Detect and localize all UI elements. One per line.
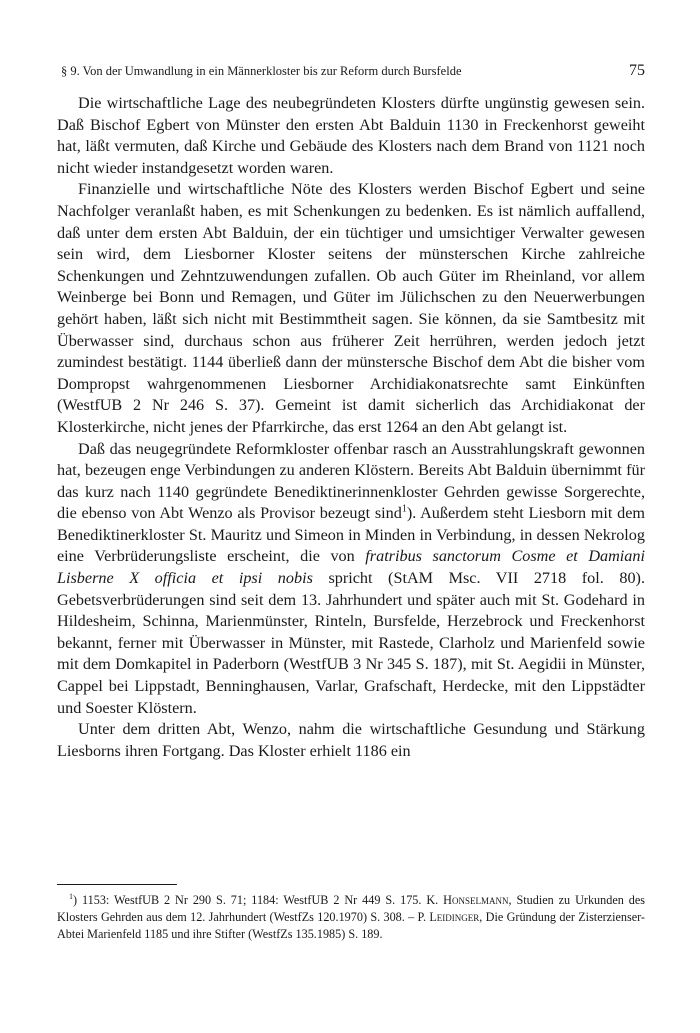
running-head-title: § 9. Von der Umwandlung in ein Männerkloster bis zur Reform durch Bursfelde xyxy=(61,64,462,78)
paragraph-3-text-a: Daß das neugegründete Reformkloster offenbar rasch an Ausstrahlungskraft gewonnen hat, bezeugen enge Verbindungen zu anderen Klöstern. Bereits Abt Balduin übernimmt für das kurz nach 1140 gegründete Benediktinerinnenkloster Gehrden gewisse Sorgerechte, die ebenso von Abt Wenzo als Provisor bezeugt sind xyxy=(57,439,645,523)
footnote-reference[interactable]: 1 xyxy=(401,503,407,515)
footnote-1 xyxy=(57,892,645,943)
paragraph-1: Die wirtschaftliche Lage des neubegründeten Klosters dürfte ungünstig gewesen sein. Daß Bischof Egbert von Münster den ersten Abt Balduin 1130 in Freckenhorst geweiht hat, läßt vermuten, daß Kirche und Gebäude des Klosters nach dem Brand von 1121 noch nicht wieder instandgesetzt worden waren. xyxy=(57,94,645,177)
footnote-author-leidinger: Leidinger xyxy=(429,910,480,924)
running-head xyxy=(57,60,645,82)
paragraph-2: Finanzielle und wirtschaftliche Nöte des Klosters werden Bischof Egbert und seine Nachfolger veranlaßt haben, es mit Schenkungen zu bedenken. Es ist nämlich auffallend, daß unter dem ersten Abt Balduin, der ein tüchtiger und umsichtiger Verwalter gewesen sein wird, dem Liesborner Kloster seitens der münsterschen Kirche zahlreiche Schenkungen und Zehntzuwendungen zufallen. Ob auch Güter im Rheinland, vor allem Weinberge bei Bonn und Remagen, und Güter im Jülichschen zu den Neuerwerbungen gehört haben, läßt sich nicht mit Bestimmtheit sagen. Sie können, da sie Samtbesitz mit Überwasser sind, durchaus schon aus früherer Zeit herrühren, werden jedoch jetzt zumindest bestätigt. 1144 überließ dann der münstersche Bischof dem Abt die bisher vom Dompropst wahrgenommenen Liesborner Archidiakonatsrechte samt Einkünften (WestfUB 2 Nr 246 S. 37). Gemeint ist damit sicherlich das Archidiakonat der Klosterkirche, nicht jenes der Pfarrkirche, das erst 1264 an den Abt gelangt ist. xyxy=(57,180,645,436)
paragraph-3 xyxy=(57,439,645,720)
paragraph-4: Unter dem dritten Abt, Wenzo, nahm die wirtschaftliche Gesundung und Stärkung Liesborns ihren Fortgang. Das Kloster erhielt 1186 ein xyxy=(57,720,645,760)
page-number: 75 xyxy=(629,62,645,79)
footnote-divider xyxy=(57,884,177,885)
paragraph-3-text-c: spricht (StAM Msc. VII 2718 fol. 80). Gebetsverbrüderungen sind seit dem 13. Jahrhundert und später auch mit St. Godehard in Hildesheim, Schinna, Marienmünster, Rinteln, Bursfelde, Herzebrock und Freckenhorst bekannt, ferner mit Überwasser in Münster, mit Rastede, Clarholz und Marienfeld sowie mit dem Domkapitel in Paderborn (WestfUB 3 Nr 345 S. 187), mit St. Aegidii in Münster, Cappel bei Lippstadt, Benninghausen, Varlar, Grafschaft, Herdecke, mit den Lippstädter und Soester Klöstern. xyxy=(57,569,645,717)
footnote-text-c: , Die Gründung der Zisterzienser-Abtei Marienfeld 1185 und ihre Stifter (WestfZs 135.1985) S. 189. xyxy=(57,910,645,941)
latin-quotation: fratribus sanctorum Cosme et Damiani Lisberne X officia et ipsi nobis xyxy=(57,547,645,588)
body-text xyxy=(57,93,645,762)
paragraph-3-text-b: ). Außerdem steht Liesborn mit dem Benediktinerkloster St. Mauritz und Simeon in Minden in Verbindung, in dessen Nekrolog eine Verbrüderungsliste erscheint, die von xyxy=(57,504,645,566)
footnotes xyxy=(57,892,645,943)
footnote-author-honselmann: Honselmann xyxy=(443,893,509,907)
footnote-marker: 1 xyxy=(69,891,73,901)
footnote-text-b: , Studien zu Urkunden des Klosters Gehrden aus dem 12. Jahrhundert (WestfZs 120.1970) S. 308. – P. xyxy=(57,893,645,924)
footnote-text-a: ) 1153: WestfUB 2 Nr 290 S. 71; 1184: WestfUB 2 Nr 449 S. 175. K. xyxy=(73,893,444,907)
